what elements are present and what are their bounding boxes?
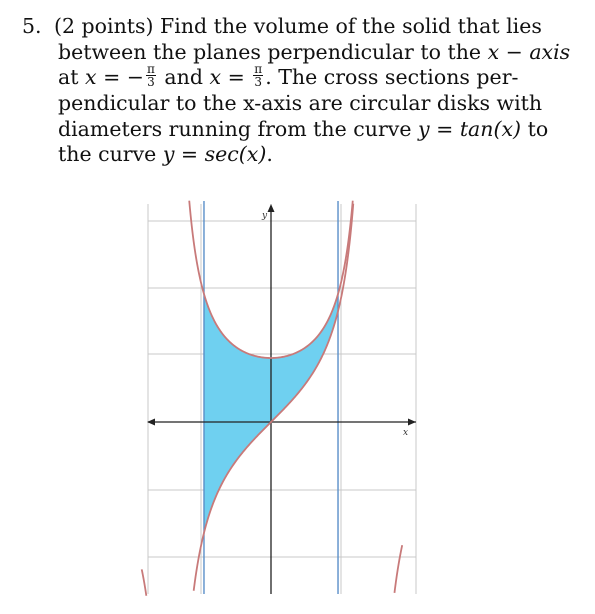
math-x-axis: x − axis <box>487 39 571 64</box>
problem-statement <box>22 14 582 168</box>
problem-line-1: 5. (2 points) Find the volume of the solid that lies <box>22 14 542 38</box>
problem-line-5: diameters running from the curve y = tan(x) to <box>58 116 549 141</box>
fraction-pi-over-3: $\frac{\pi}{3}$ <box>254 62 263 89</box>
problem-line-6: the curve y = sec(x). <box>58 142 273 166</box>
y-axis-arrow <box>268 204 275 212</box>
problem-number: 5. <box>22 14 42 38</box>
x-axis-label: x <box>403 428 409 438</box>
tan-curve-next-branch <box>394 545 402 593</box>
x-axis-arrow <box>408 419 416 426</box>
problem-line-3: at x = − $\frac{\pi}{3}$ and x = $\frac{\pi}{3}$ . The cross sections per- <box>58 62 519 89</box>
fraction-pi-over-3: $\frac{\pi}{3}$ <box>146 62 155 89</box>
region-graph <box>140 196 425 596</box>
problem-line-2: between the planes perpendicular to the x − axis <box>58 39 571 64</box>
sec-curve-left-branch <box>142 569 147 595</box>
problem-line-4: pendicular to the x-axis are circular disks with <box>58 91 543 115</box>
y-axis-label: y <box>262 211 268 221</box>
